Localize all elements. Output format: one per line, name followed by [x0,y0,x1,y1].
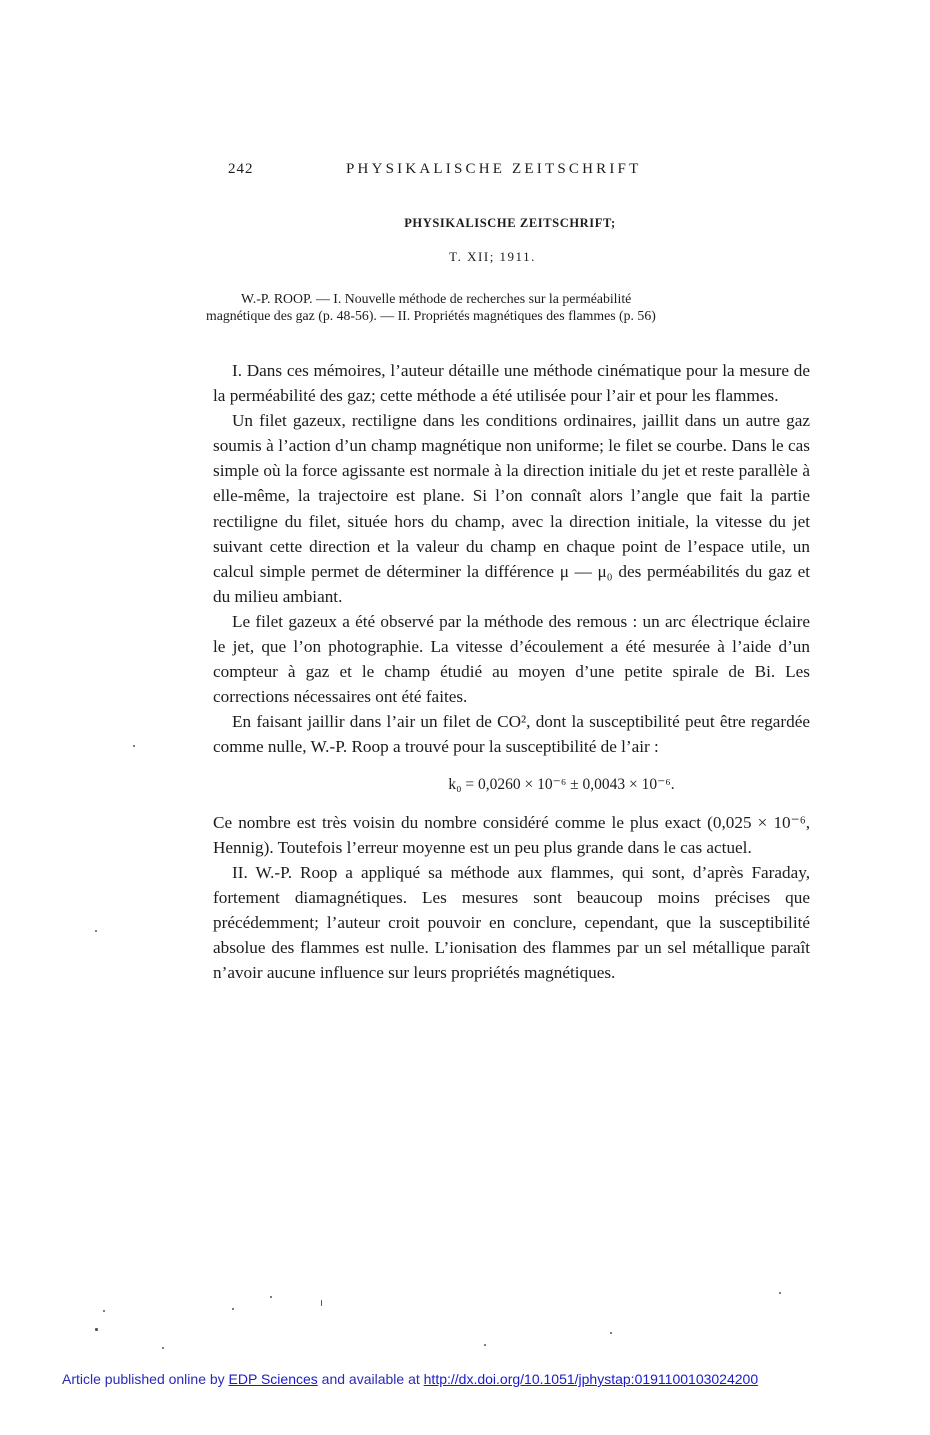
scan-speck [95,1328,98,1331]
footer-middle: and available at [321,1371,420,1387]
paragraph-4: En faisant jaillir dans l’air un filet de CO², dont la susceptibilité peut être regardée comme nulle, W.-P. Roop a trouvé pour la susceptibilité de l’air : [213,712,810,757]
scan-speck [95,930,97,932]
doi-link[interactable]: http://dx.doi.org/10.1051/jphystap:0191100103024200 [423,1371,759,1387]
scan-speck [484,1344,486,1346]
scan-speck [162,1347,164,1349]
scan-speck [232,1308,234,1310]
paragraph-5: Ce nombre est très voisin du nombre considéré comme le plus exact (0,025 × 10⁻⁶, Hennig). Toutefois l’erreur moyenne est un peu plus grande dans le cas actuel. [213,812,810,857]
scan-speck [610,1332,612,1334]
scan-speck [270,1296,272,1298]
scan-speck [321,1300,322,1306]
volume-line: T. XII; 1911. [449,249,536,264]
paragraph-1: I. Dans ces mémoires, l’auteur détaille une méthode cinématique pour la mesure de la perméabilité des gaz; cette méthode a été utilisée pour l’air et pour les flammes. [213,361,810,406]
article-reference [206,290,806,324]
paragraph-3: Le filet gazeux a été observé par la méthode des remous : un arc électrique éclaire le jet, que l’on photographie. La vitesse d’écoulement a été mesurée à l’aide d’un compteur à gaz et le champ étudié au moyen d’une petite spirale de Bi. Les corrections nécessaires ont été faites. [213,611,810,707]
page-number: 242 [228,161,254,177]
publisher-link[interactable]: EDP Sciences [228,1371,318,1387]
running-head [228,161,668,183]
scan-speck [779,1292,781,1294]
section-title: PHYSIKALISCHE ZEITSCHRIFT; [404,216,616,230]
paragraph-6: II. W.-P. Roop a appliqué sa méthode aux flammes, qui sont, d’après Faraday, fortement diamagnétiques. Les mesures sont beaucoup moins précises que précédemment; l’auteur croit pouvoir en conclure, cependant, que la susceptibilité absolue des flammes est nulle. L’ionisation des flammes par un sel métallique paraît n’avoir aucune influence sur leurs propriétés magnétiques. [213,862,810,983]
reference-line-1: W.-P. ROOP. — I. Nouvelle méthode de recherches sur la perméabilité [241,291,632,306]
publication-footer [62,1371,922,1387]
paragraph-2: Un filet gazeux, rectiligne dans les conditions ordinaires, jaillit dans un autre gaz soumis à l’action d’un champ magnétique non uniforme; le filet se courbe. Dans le cas simple où la force agissante est normale à la direction initiale du jet et reste parallèle à elle-même, la trajectoire est plane. Si l’on connaît alors l’angle que fait la partie rectiligne du filet, située hors du champ, avec la direction initiale, la vitesse du jet suivant cette direction et la valeur du champ en chaque point de l’espace utile, un calcul simple permet de déterminer la différence μ — μ₀ des perméabilités du gaz et du milieu ambiant. [213,411,810,606]
journal-running-head: PHYSIKALISCHE ZEITSCHRIFT [346,161,642,177]
susceptibility-formula: k₀ = 0,0260 × 10⁻⁶ ± 0,0043 × 10⁻⁶. [448,775,675,793]
body-text [213,358,810,985]
reference-line-2: magnétique des gaz (p. 48-56). — II. Propriétés magnétiques des flammes (p. 56) [206,308,656,323]
scan-speck [103,1310,105,1312]
scan-speck [133,745,135,747]
footer-prefix: Article published online by [62,1371,225,1387]
